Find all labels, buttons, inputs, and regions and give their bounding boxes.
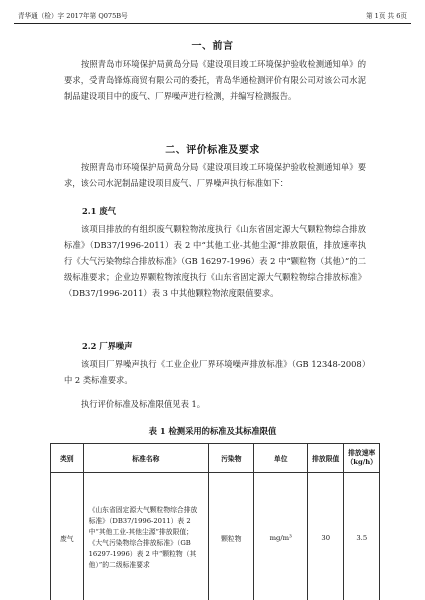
cell-unit: mg/m³ bbox=[254, 473, 307, 600]
noise-paragraph: 该项目厂界噪声执行《工业企业厂界环境噪声排放标准》（GB 12348-2008）中 2 类标准要求。 bbox=[64, 359, 366, 385]
header-standard-name: 标准名称 bbox=[83, 444, 209, 473]
subsection-title-exhaust: 2.1 废气 bbox=[82, 206, 116, 216]
standards-intro-paragraph: 按照青岛市环境保护局黄岛分局《建设项目竣工环境保护验收检测通知单》要求，该公司水泥制品建设项目废气、厂界噪声执行标准如下： bbox=[64, 162, 366, 188]
header-category: 类别 bbox=[51, 444, 84, 473]
cell-emission-limit: 30 bbox=[307, 473, 344, 600]
header-pollutant: 污染物 bbox=[209, 444, 254, 473]
header-unit: 单位 bbox=[254, 444, 307, 473]
standards-table bbox=[50, 443, 380, 600]
section-title-standards: 二、评价标准及要求 bbox=[165, 145, 260, 156]
page-info: 第 1页 共 6页 bbox=[365, 12, 407, 20]
preface-paragraph: 按照青岛市环境保护局黄岛分局《建设项目竣工环境保护验收检测通知单》的要求，受青岛锋炼商贸有限公司的委托，青岛华通检测评价有限公司对该公司水泥制品建设项目中的废气、厂界噪声进行检测，并编写检测报告。 bbox=[64, 59, 366, 101]
subsection-title-noise: 2.2 厂界噪声 bbox=[82, 341, 133, 351]
header-divider bbox=[14, 23, 411, 24]
cell-category: 废气 bbox=[51, 473, 84, 600]
exhaust-paragraph: 该项目排放的有组织废气颗粒物浓度执行《山东省固定源大气颗粒物综合排放标准》（DB37/1996-2011）表 2 中“其他工业-其他尘源”排放限值，排放速率执行《大气污染物综合排放标准》（GB 16297-1996）表 2 中“颗粒物（其他）”的二级标准要求；企业边界颗粒物浓度执行《山东省固定源大气颗粒物综合排放标准》（DB37/1996-2011）表 3 中其他颗粒物浓度限值要求。 bbox=[64, 224, 366, 298]
page-header bbox=[14, 10, 411, 24]
header-emission-rate: 排放速率 （kg/h） bbox=[344, 444, 380, 473]
closing-paragraph: 执行评价标准及标准限值见表 1。 bbox=[81, 399, 206, 409]
table-header-row bbox=[51, 444, 380, 473]
cell-standard-name: 《山东省固定源大气颗粒物综合排放标准》（DB37/1996-2011）表 2 中“其他工业-其他尘源”排放限值；《大气污染物综合排放标准》（GB 16297-1996）表 2 中“颗粒物（其他）”的二级标准要求 bbox=[83, 473, 209, 600]
header-emission-limit: 排放限值 bbox=[307, 444, 344, 473]
cell-pollutant: 颗粒物 bbox=[209, 473, 254, 600]
section-title-preface: 一、前言 bbox=[191, 41, 234, 52]
doc-number: 青华通（检）字 2017年第 Q075B号 bbox=[18, 12, 128, 20]
cell-emission-rate: 3.5 bbox=[344, 473, 380, 600]
table-row bbox=[51, 473, 380, 600]
table-caption: 表 1 检测采用的标准及其标准限值 bbox=[148, 426, 277, 436]
